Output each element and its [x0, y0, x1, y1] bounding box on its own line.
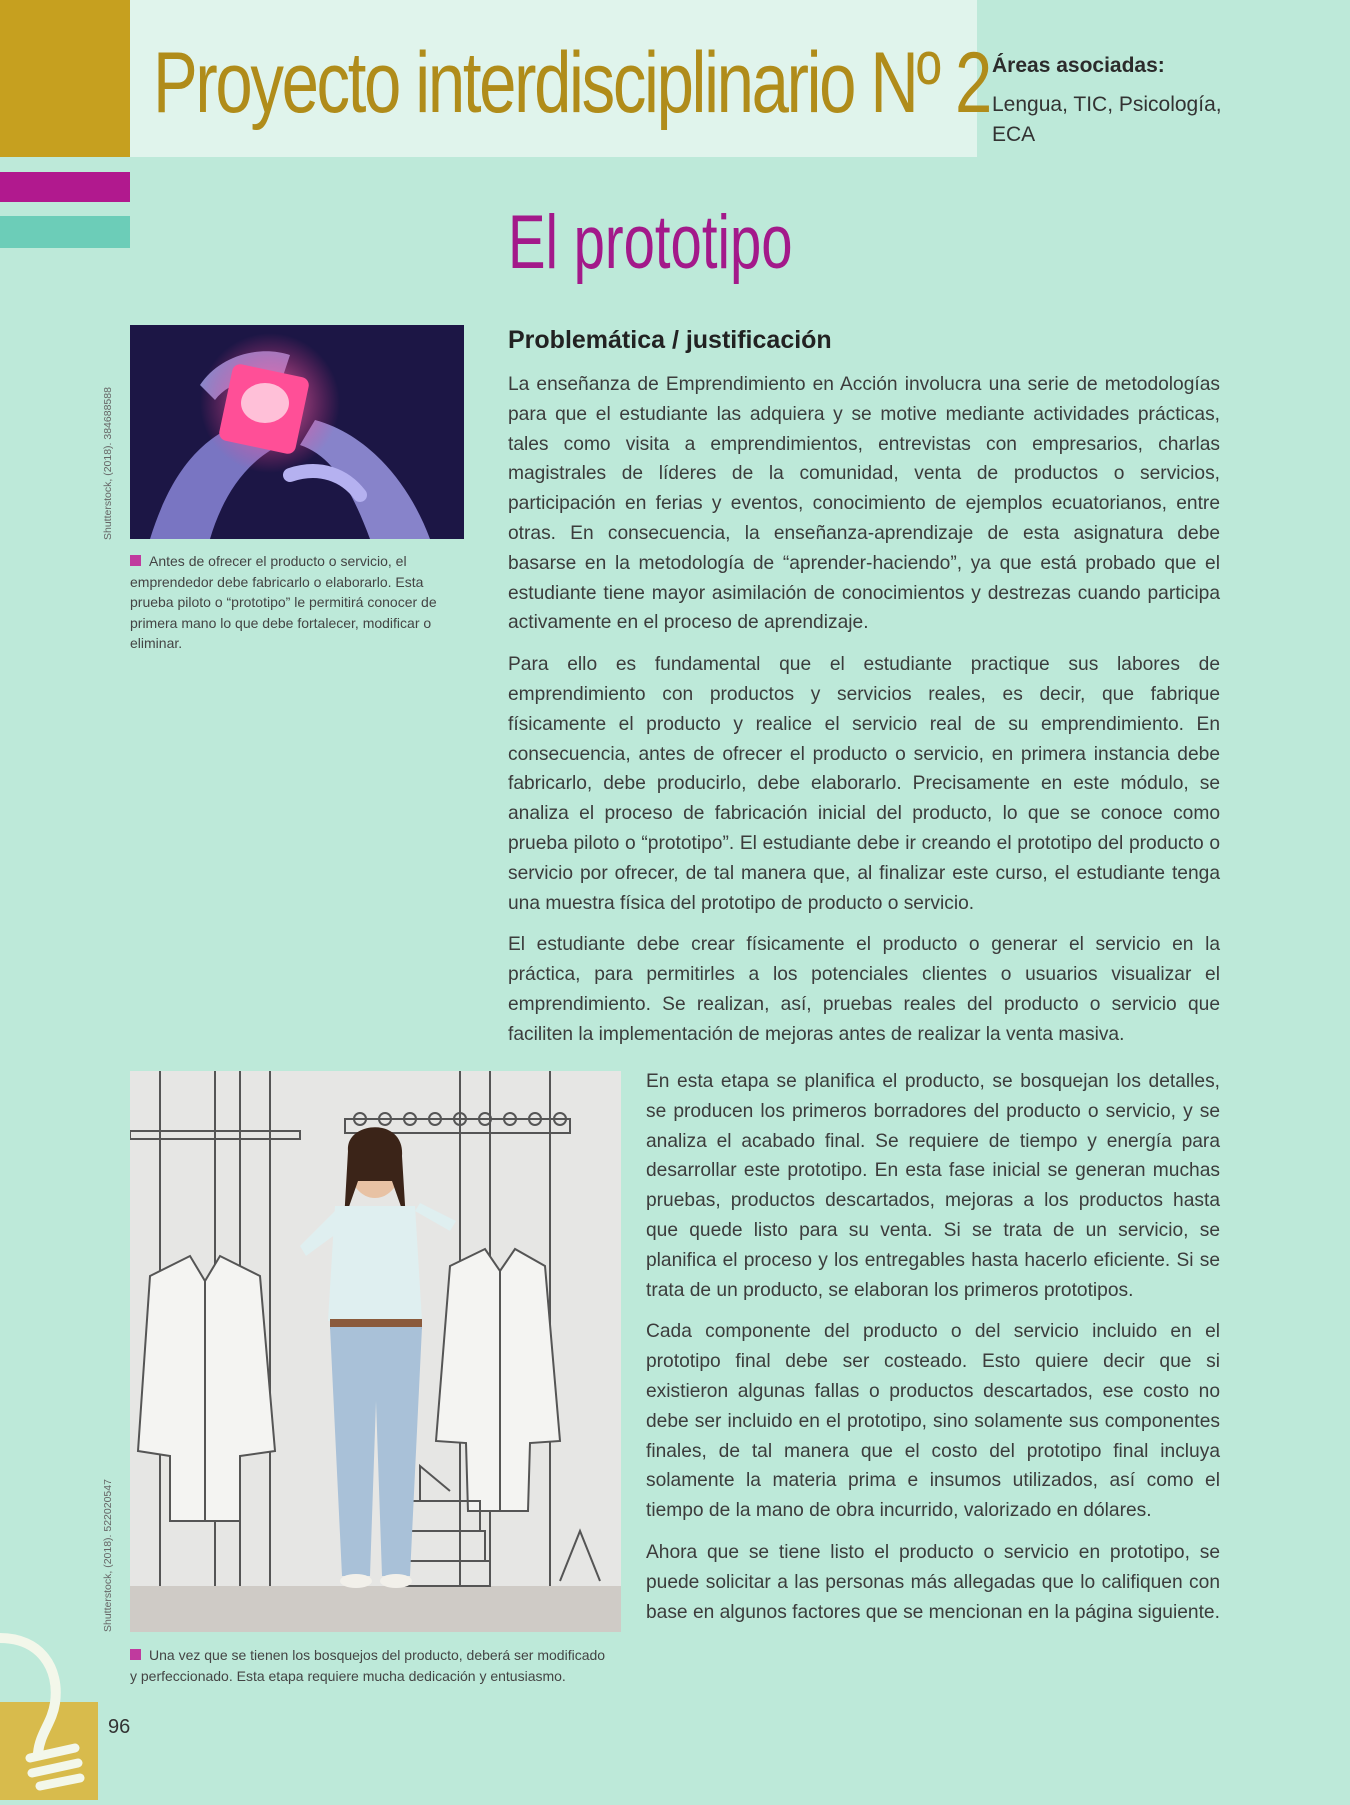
- page-number: 96: [108, 1716, 131, 1738]
- paragraph: Cada componente del producto o del servicio incluido en el prototipo final debe ser costeado. Esto quiere decir que si existieron algunas fallas o productos descartados, ese costo no debe ser incluido en el prototipo, sino solamente sus componentes finales, de tal manera que el costo del prototipo final incluya solamente la materia prima e insumos utilizados, así como el tiempo de la mano de obra incurrido, valorizado en dólares.: [646, 1321, 1220, 1522]
- caption-bullet-icon: [130, 1649, 141, 1660]
- photo-caption: Antes de ofrecer el producto o servicio, el emprendedor debe fabricarlo o elaborarlo. Esta prueba piloto o “prototipo” le permitirá conocer de primera mano lo que debe fortalecer, modificar o eliminar.: [130, 553, 437, 651]
- section-title: El prototipo: [508, 200, 793, 285]
- teal-decor-bar: [0, 216, 130, 248]
- paragraph: La enseñanza de Emprendimiento en Acción involucra una serie de metodologías para que el estudiante las adquiera y se motive mediante actividades prácticas, tales como visita a emprendimientos, entrevistas con empresarios, charlas magistrales de líderes de la comunidad, venta de productos o servicios, participación en ferias y eventos, conocimiento de ejemplos ecuatorianos, entre otras. En consecuencia, la enseñanza-aprendizaje de esta asignatura debe basarse en la metodología de “aprender-haciendo”, ya que está probado que el estudiante tiene mayor asimilación de conocimientos y destrezas cuando participa activamente en el proceso de aprendizaje.: [508, 374, 1220, 634]
- photo-credit: Shutterstock, (2018). 384688588: [102, 387, 114, 540]
- paragraph: Para ello es fundamental que el estudiante practique sus labores de emprendimiento con productos y servicios reales, es decir, que fabrique físicamente el producto y realice el servicio real de su emprendimiento. En consecuencia, antes de ofrecer el producto o servicio, en primera instancia debe fabricarlo, debe producirlo, debe elaborarlo. Precisamente en este módulo, se analiza el proceso de fabricación inicial del producto, lo que se conoce como prueba piloto o “prototipo”. El estudiante debe ir creando el prototipo del producto o servicio por ofrecer, de tal manera que, al finalizar este curso, el estudiante tenga una muestra física del prototipo de producto o servicio.: [508, 654, 1220, 914]
- sub-heading: Problemática / justificación: [508, 326, 832, 354]
- text-column-bottom: [646, 1067, 1220, 1639]
- caption-bullet-icon: [130, 555, 141, 566]
- prototype-cube-photo: [130, 325, 464, 539]
- paragraph: El estudiante debe crear físicamente el producto o generar el servicio en la práctica, para permitirles a los potenciales clientes o usuarios visualizar el emprendimiento. Se realizan, así, pruebas reales del producto o servicio que faciliten la implementación de mejoras antes de realizar la venta masiva.: [508, 934, 1220, 1045]
- gold-decor-block: [0, 0, 130, 157]
- magenta-decor-bar: [0, 172, 130, 202]
- lightbulb-icon: [0, 1628, 100, 1800]
- project-title: Proyecto interdisciplinario Nº 2: [153, 35, 990, 131]
- areas-text: Lengua, TIC, Psicología, ECA: [992, 93, 1222, 146]
- photo-credit: Shutterstock, (2018). 522020547: [102, 1479, 114, 1632]
- sketch-clothing-photo: [130, 1071, 621, 1632]
- photo-caption: Una vez que se tienen los bosquejos del producto, deberá ser modificado y perfeccionado. Esta etapa requiere mucha dedicación y entusiasmo.: [130, 1647, 606, 1684]
- paragraph: Ahora que se tiene listo el producto o servicio en prototipo, se puede solicitar a las personas más allegadas que lo califiquen con base en algunos factores que se mencionan en la página siguiente.: [646, 1541, 1220, 1623]
- areas-label: Áreas asociadas:: [992, 54, 1165, 77]
- paragraph: En esta etapa se planifica el producto, se bosquejan los detalles, se producen los primeros borradores del producto o servicio, y se analiza el acabado final. Se requiere de tiempo y energía para desarrollar este prototipo. En esta fase inicial se generan muchas pruebas, productos descartados, mejoras a los productos hasta que quede listo para su venta. Si se trata de un servicio, se planifica el proceso y los entregables hasta hacerlo eficiente. Si se trata de un producto, se elaboran los primeros prototipos.: [646, 1071, 1220, 1301]
- text-column-top: [508, 370, 1220, 1062]
